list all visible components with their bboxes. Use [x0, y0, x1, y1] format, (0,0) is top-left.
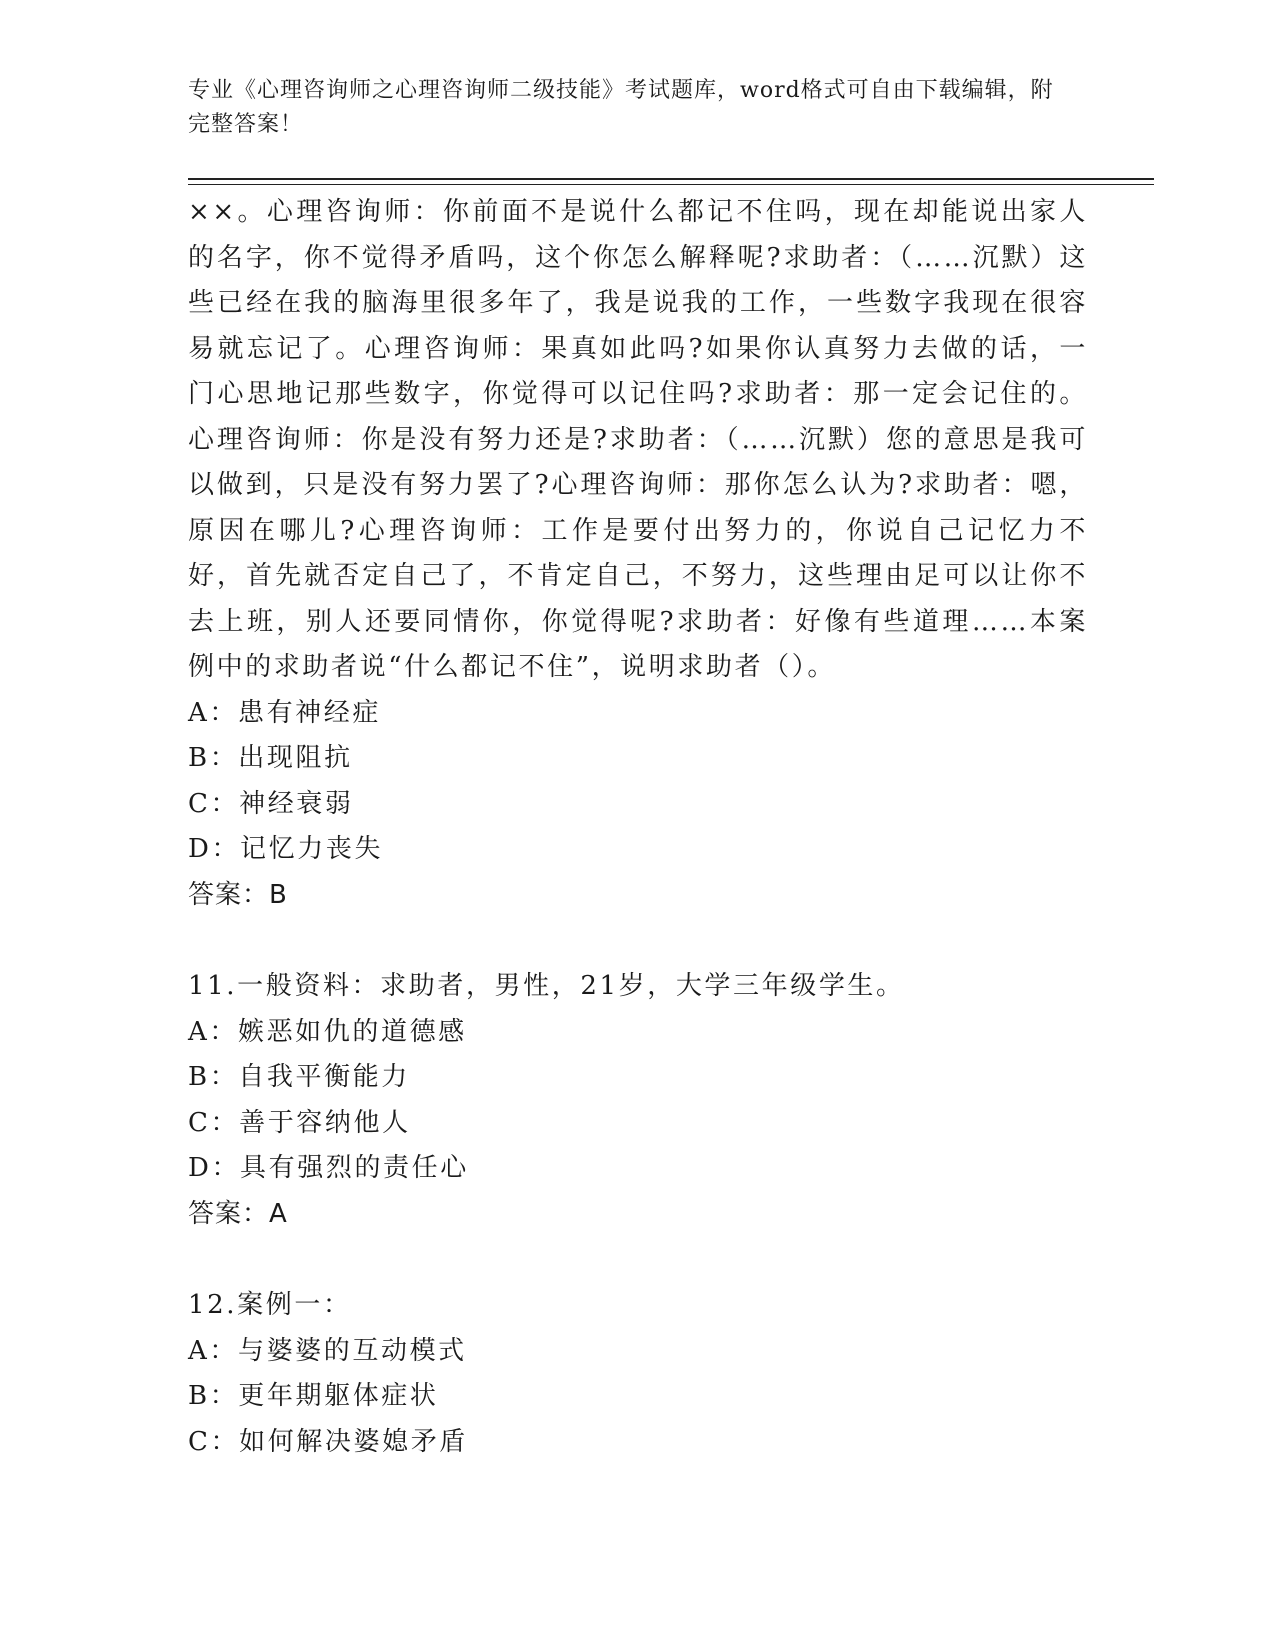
question-12-title: 12.案例一：: [188, 1290, 352, 1320]
question-12-option-b: B：更年期躯体症状: [188, 1381, 439, 1411]
question-11-option-d: D：具有强烈的责任心: [188, 1153, 469, 1183]
question-10-option-c: C：神经衰弱: [188, 788, 354, 819]
question-12: [188, 1283, 1088, 1465]
question-10-option-d: D：记忆力丧失: [188, 834, 384, 864]
question-10-text: ××。心理咨询师：你前面不是说什么都记不住吗，现在却能说出家人的名字，你不觉得矛盾吗，这个你怎么解释呢?求助者：（……沉默）这些已经在我的脑海里很多年了，我是说我的工作，一些数字我现在很容易就忘记了。心理咨询师：果真如此吗?如果你认真努力去做的话，一门心思地记那些数字，你觉得可以记住吗?求助者：那一定会记住的。心理咨询师：你是没有努力还是?求助者：（……沉默）您的意思是我可以做到，只是没有努力罢了?心理咨询师：那你怎么认为?求助者：嗯，原因在哪儿?心理咨询师：工作是要付出努力的，你说自己记忆力不好，首先就否定自己了，不肯定自己，不努力，这些理由足可以让你不去上班，别人还要同情你，你觉得呢?求助者：好像有些道理……本案例中的求助者说“什么都记不住”，说明求助者（）。: [188, 197, 1088, 682]
header-divider: [188, 178, 1154, 180]
question-11-option-b: B：自我平衡能力: [188, 1062, 410, 1092]
question-10-option-a: A：患有神经症: [188, 697, 381, 728]
header-divider-thin: [188, 184, 1154, 185]
question-10-option-b: B：出现阻抗: [188, 743, 353, 773]
question-11: [188, 964, 1088, 1237]
question-12-option-a: A：与婆婆的互动模式: [188, 1335, 467, 1366]
question-10: [188, 190, 1088, 918]
question-11-option-a: A：嫉恶如仇的道德感: [188, 1016, 467, 1047]
question-11-answer: 答案：A: [188, 1198, 288, 1229]
question-12-option-c: C：如何解决婆媳矛盾: [188, 1426, 468, 1457]
document-body: [188, 190, 1088, 1465]
question-10-answer: 答案：B: [188, 879, 288, 910]
question-11-option-c: C：善于容纳他人: [188, 1107, 411, 1138]
question-11-title: 11.一般资料：求助者，男性，21岁，大学三年级学生。: [188, 971, 905, 1001]
document-header: 专业《心理咨询师之心理咨询师二级技能》考试题库，word格式可自由下载编辑，附完整答案！: [188, 78, 1054, 137]
